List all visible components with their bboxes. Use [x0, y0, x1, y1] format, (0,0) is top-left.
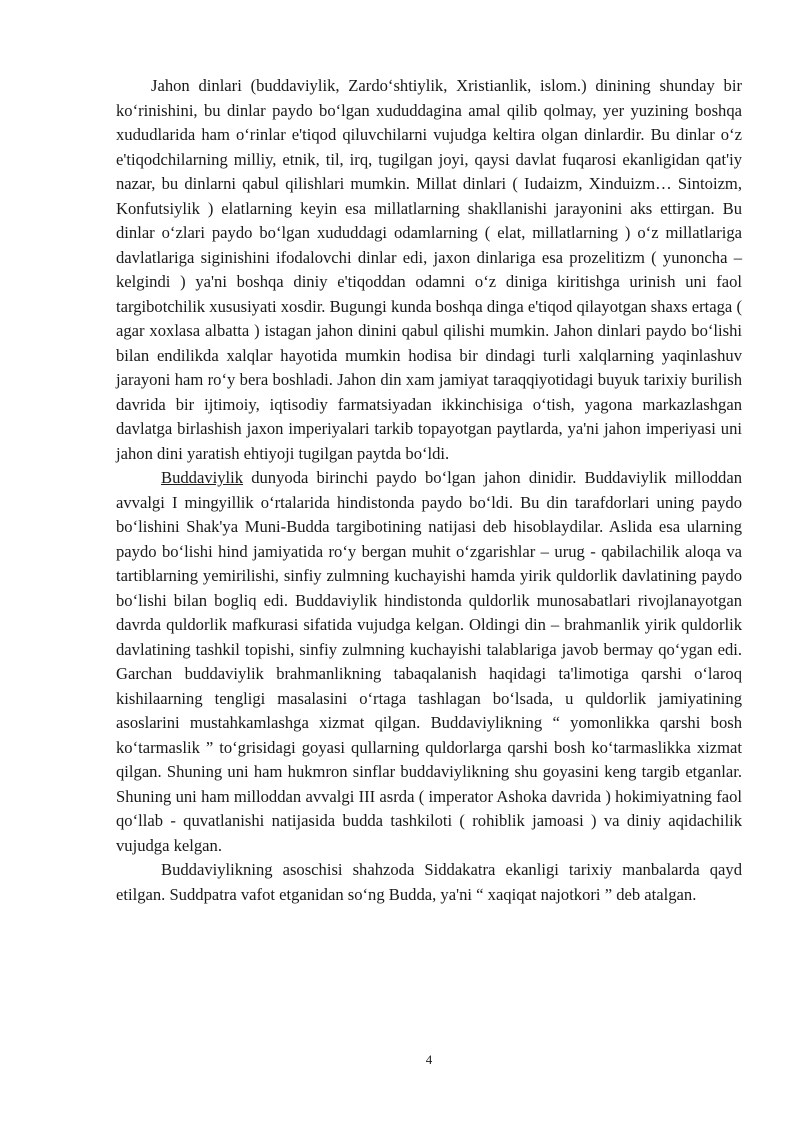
paragraph-buddhism	[116, 466, 742, 858]
paragraph-world-religions: Jahon dinlari (buddaviylik, Zardo‘shtiylik, Xristianlik, islom.) dinining shunday bir ko‘rinishini, bu dinlar paydo bo‘lgan xududdagina amal qilib qolmay, yer yuzining boshqa xududlarida ham o‘rinlar e'tiqod qiluvchilarni vujudga keltira olgan dinlardir. Bu dinlar o‘z e'tiqodchilarning milliy, etnik, til, irq, tugilgan joyi, qaysi davlat fuqarosi ekanligidan qat'iy nazar, bu dinlarni qabul qilishlari mumkin. Millat dinlari ( Iudaizm, Xinduizm… Sintoizm, Konfutsiylik ) elatlarning keyin esa millatlarning shakllanishi jarayonini aks ettirgan. Bu dinlar o‘zlari paydo bo‘lgan xududdagi odamlarning ( elat, millatlarning ) o‘z millatlariga davlatlariga siginishini ifodalovchi dinlar edi, jaxon dinlariga esa prozelitizm ( yunoncha – kelgindi ) ya'ni boshqa diniy e'tiqoddan odamni o‘z diniga kiritishga urinish uni faol targibotchilik xususiyati xosdir. Bugungi kunda boshqa dinga e'tiqod qilayotgan shaxs ertaga ( agar xoxlasa albatta ) istagan jahon dinini qabul qilishi mumkin. Jahon dinlari paydo bo‘lishi bilan endilikda xalqlar hayotida mumkin hodisa bir dindagi turli xalqlarning yaqinlashuv jarayoni ham ro‘y bera boshladi. Jahon din xam jamiyat taraqqiyotidagi buyuk tarixiy burilish davrida bir ijtimoiy, iqtisodiy farmatsiyadan ikkinchisiga o‘tish, yagona markazlashgan davlatga birlashish jaxon imperiyalari tarkib topayotgan paytlarda, ya'ni jahon imperiyasi uni jahon dini yaratish ehtiyoji tugilgan paytda bo‘ldi.	[116, 76, 742, 463]
paragraph-founder: Buddaviylikning asoschisi shahzoda Siddakatra ekanligi tarixiy manbalarda qayd etilgan. Suddpatra vafot etganidan so‘ng Budda, ya'ni “ xaqiqat najotkori ” deb atalgan.	[116, 860, 742, 904]
document-page	[116, 74, 742, 907]
paragraph-buddhism-text: dunyoda birinchi paydo bo‘lgan jahon dinidir. Buddaviylik milloddan avvalgi I mingyillik o‘rtalarida hindistonda paydo bo‘ldi. Bu din tarafdorlari uning paydo bo‘lishini Shak'ya Muni-Budda targibotining natijasi deb hisoblaydilar. Aslida esa ularning paydo bo‘lishi hind jamiyatida ro‘y bergan muhit o‘zgarishlar – urug - qabilachilik aloqa va tartiblarning yemirilishi, sinfiy zulmning kuchayishi hamda yirik quldorlik davlatining paydo bo‘lishi bilan bogliq edi. Buddaviylik hindistonda quldorlik munosabatlari rivojlanayotgan davrda quldorlik mafkurasi sifatida vujudga kelgan. Oldingi din – brahmanlik yirik quldorlik davlatining tashkil topishi, sinfiy zulmning kuchayishi talablariga javob bermay qo‘ygan edi. Garchan buddaviylik brahmanlikning tabaqalanish haqidagi ta'limotiga qarshi o‘laroq kishilaarning tengligi masalasini o‘rtaga tashlagan bo‘lsada, u quldorlik jamiyatining asoslarini mustahkamlashga xizmat qilgan. Buddaviylikning “ yomonlikka qarshi bosh ko‘tarmaslik ” to‘grisidagi goyasi qullarning quldorlarga qarshi bosh ko‘tarmaslikka xizmat qilgan. Shuning uni ham hukmron sinflar buddaviylikning shu goyasini keng targib etganlar. Shuning uni ham milloddan avvalgi III asrda ( imperator Ashoka davrida ) hokimiyatning faol qo‘llab - quvatlanishi natijasida budda tashkiloti ( rohiblik jamoasi ) va diniy aqidachilik vujudga kelgan.	[116, 468, 742, 855]
page-number: 4	[425, 1052, 433, 1067]
underlined-term: Buddaviylik	[161, 468, 244, 487]
